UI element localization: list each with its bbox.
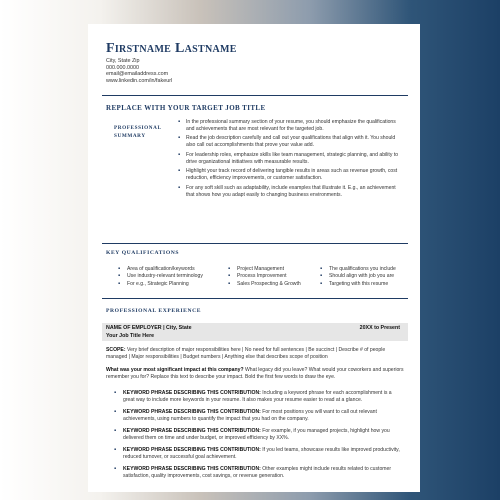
- achievement-item: [114, 409, 404, 423]
- applicant-name: Firstname Lastname: [106, 41, 237, 56]
- qualification-item: ▪ Project Management: [228, 266, 301, 273]
- achievement-text: Other examples might include results related to customer satisfaction, quality improvements, cost savings, or revenue generation.: [123, 465, 392, 479]
- qualification-item: ▪ The qualifications you include: [320, 266, 396, 273]
- summary-label: PROFESSIONAL SUMMARY: [114, 125, 162, 139]
- resume-page: [88, 24, 420, 492]
- achievement-text: Including a keyword phrase for each accomplishment is a great way to include more keywords in your resume. It also makes your resume easier to read at a glance.: [123, 390, 392, 403]
- achievement-keyword: KEYWORD PHRASE DESCRIBING THIS CONTRIBUTION:: [123, 446, 261, 453]
- impact-paragraph: [106, 367, 406, 381]
- achievements-list: [114, 390, 404, 485]
- employer-name: NAME OF EMPLOYER | City, State: [106, 325, 192, 331]
- scope-paragraph: [106, 347, 406, 361]
- qualifications-column-1: [118, 266, 203, 288]
- achievement-text: For most positions you will want to call out relevant achievements, using numbers to quantify the impact that you had on the company.: [123, 408, 377, 422]
- phone-number: 000.000.0000: [106, 64, 139, 71]
- qualifications-divider: [102, 298, 408, 299]
- qualification-item: ▪ Area of qualification/keywords: [118, 266, 203, 273]
- email-address: email@emailaddress.com: [106, 71, 169, 78]
- qualification-item: ▪ Use industry-relevant terminology: [118, 273, 203, 280]
- city-state-zip: City, State Zip: [106, 58, 140, 64]
- header-divider: [102, 95, 408, 96]
- achievement-keyword: KEYWORD PHRASE DESCRIBING THIS CONTRIBUTION:: [123, 427, 261, 434]
- achievement-text: If you led teams, showcase results like improved productivity, reduced turnover, or successful goal achievement.: [123, 446, 400, 460]
- key-qualifications-title: KEY QUALIFICATIONS: [106, 250, 180, 256]
- achievement-keyword: KEYWORD PHRASE DESCRIBING THIS CONTRIBUTION:: [123, 390, 261, 396]
- qualification-item: ▪ Should align with job you are: [320, 273, 396, 280]
- scope-text: Very brief description of major responsibilities here | No need for full sentences | Be succinct | Describe # of people managed | Major responsibilities | Budget numbers | Anything else that describes scope of position: [106, 347, 386, 360]
- contact-block: [106, 58, 172, 84]
- achievement-item: [114, 466, 404, 480]
- summary-bullet: ▪ Highlight your track record of delivering tangible results in areas such as revenue growth, cost reduction, efficiency improvements, or customer satisfaction.: [178, 168, 400, 181]
- summary-divider: [102, 243, 408, 244]
- impact-question: What was your most significant impact at this company?: [106, 367, 244, 373]
- scope-label: SCOPE:: [106, 347, 126, 353]
- linkedin-url: www.linkedin.com/in/fakeurl: [106, 77, 173, 84]
- achievement-item: [114, 428, 404, 442]
- achievement-item: [114, 447, 404, 461]
- qualification-item: ▪ Targeting with this resume: [320, 281, 396, 288]
- summary-bullet: ▪ For any soft skill such as adaptability, include examples that illustrate it. E.g., an achievement that shows how you adapt easily to changing business environments.: [178, 185, 400, 198]
- qualification-item: ▪ For e.g., Strategic Planning: [118, 281, 203, 288]
- summary-bullet: ▪ In the professional summary section of your resume, you should emphasize the qualifications and achievements that are most relevant for the targeted job.: [178, 119, 400, 132]
- qualifications-column-2: [228, 266, 301, 288]
- job-title: Your Job Title Here: [106, 333, 155, 339]
- summary-bullet: ▪ Read the job description carefully and call out your qualifications that align with it. You should also call out accomplishments that prove your value add.: [178, 135, 400, 148]
- qualifications-column-3: [320, 266, 396, 288]
- impact-text: What legacy did you leave? What would your coworkers and superiors remember you for? Replace this text to describe your impact. Bold the first few words to draw the eye.: [106, 367, 404, 380]
- qualification-item: ▪ Process Improvement: [228, 273, 301, 280]
- employment-dates: 20XX to Present: [359, 325, 400, 331]
- achievement-keyword: KEYWORD PHRASE DESCRIBING THIS CONTRIBUTION:: [123, 465, 261, 472]
- achievement-keyword: KEYWORD PHRASE DESCRIBING THIS CONTRIBUTION:: [123, 408, 261, 415]
- summary-list: [178, 119, 400, 201]
- employer-band: [102, 323, 408, 341]
- qualification-item: ▪ Sales Prospecting & Growth: [228, 281, 301, 288]
- summary-bullet: ▪ For leadership roles, emphasize skills like team management, strategic planning, and ability to drive organizational initiatives with measurable results.: [178, 152, 400, 165]
- achievement-text: For example, if you managed projects, highlight how you delivered them on time and under budget, or improved efficiency by XX%.: [123, 427, 390, 441]
- experience-title: PROFESSIONAL EXPERIENCE: [106, 308, 202, 314]
- achievement-item: [114, 390, 404, 404]
- target-job-title: REPLACE WITH YOUR TARGET JOB TITLE: [106, 104, 266, 112]
